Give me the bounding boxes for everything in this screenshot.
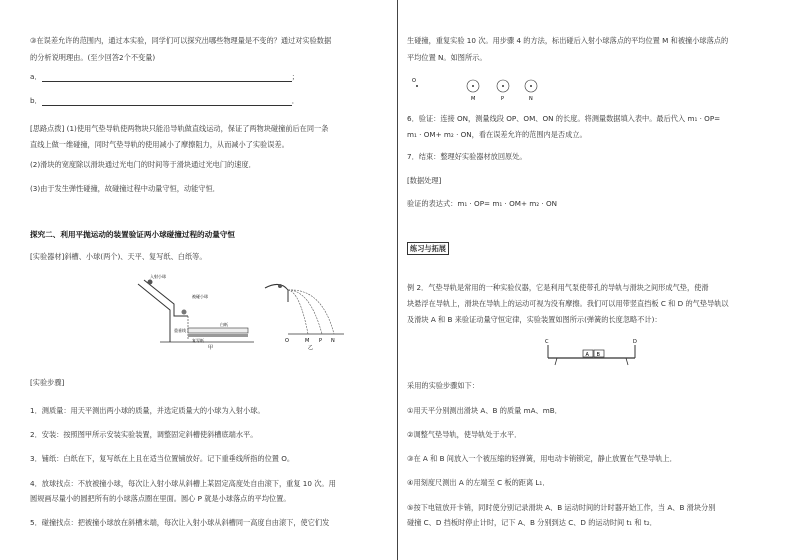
label-yi: 乙: [308, 345, 314, 350]
slider-label-a: A: [585, 352, 589, 358]
ramp-track: [144, 280, 188, 316]
steps-title: [实验步骤]: [30, 378, 65, 387]
example-2-line3: 及滑块 A 和 B 来验证动量守恒定律，实验装置如图所示(弹簧的长度忽略不计)：: [407, 315, 662, 324]
substep-2: ②调整气垫导轨，使导轨处于水平．: [407, 430, 522, 439]
tip-line3: (2)滑块的宽度除以滑块通过光电门的时间等于滑块通过光电门的速度．: [30, 160, 256, 169]
ramp-b: [265, 284, 288, 302]
example-2-line2: 块悬浮在导轨上，滑块在导轨上的运动可视为没有摩擦。我们可以用带竖直挡板 C 和 D 的气垫导轨以: [407, 299, 729, 308]
answer-a-label: a．: [30, 72, 42, 81]
landing-points-figure: [407, 70, 547, 102]
track-leg-right: [626, 358, 628, 365]
point-m: [472, 85, 474, 87]
label-n: N: [331, 338, 335, 344]
practice-heading: [407, 242, 449, 255]
practice-label: 练习与拓展: [407, 242, 449, 255]
question-3-line2: 的分析说明理由。(至少回答2个不变量): [30, 53, 156, 62]
substep-4: ④用刻度尺测出 A 的左端至 C 板的距离 L₁．: [407, 478, 550, 487]
label-m: M: [305, 338, 310, 344]
step-2: 2．安装：按照图甲所示安装实验装置，调整固定斜槽使斜槽底端水平。: [30, 430, 258, 439]
label-p: P: [319, 338, 323, 344]
data-processing-title: [数据处理]: [407, 176, 442, 185]
point-o: [416, 85, 418, 87]
label-target-ball: 被碰小球: [192, 294, 208, 299]
ball-b: [278, 284, 282, 288]
label-carbon-paper: 复写纸: [192, 338, 204, 343]
steps-intro: 采用的实验步骤如下：: [407, 381, 479, 390]
trajectory-p: [288, 290, 322, 334]
label-o: O: [285, 338, 289, 344]
substep-5-line1: ⑤按下电钮放开卡销，同时使分别记录滑块 A、B 运动时间的计时器开始工作，当 A、B 滑块分别: [407, 503, 716, 512]
trajectory-n: [288, 290, 334, 334]
carbon-paper: [188, 334, 248, 337]
fig-label-n: N: [529, 96, 533, 102]
apparatus-figure: [130, 272, 370, 350]
answer-b-label: b．: [30, 96, 42, 105]
tip-line4: (3)由于发生弹性碰撞，故碰撞过程中动量守恒，动能守恒．: [30, 184, 220, 193]
substep-1: ①用天平分别测出滑块 A、B 的质量 mA、mB．: [407, 406, 562, 415]
tip-line1: [思路点拨] (1)使用气垫导轨使两物块只能沿导轨做直线运动，保证了两物块碰撞前后在同一条: [30, 124, 329, 133]
answer-a-end: ；: [291, 72, 299, 81]
white-paper: [188, 328, 248, 333]
ramp-support: [138, 284, 170, 342]
track-label-d: D: [633, 339, 637, 345]
verification-formula: 验证的表达式：m₁ · OP= m₁ · OM+ m₂ · ON: [407, 199, 558, 208]
step-4-line2: 圆规画尽量小的圆把所有的小球落点圈在里面。圆心 P 就是小球落点的平均位置。: [30, 494, 291, 503]
answer-b-end: ．: [291, 96, 299, 105]
label-jia: 甲: [208, 345, 214, 350]
step-3: 3．铺纸：白纸在下，复写纸在上且在适当位置铺放好。记下重垂线所指的位置 O。: [30, 454, 295, 463]
point-p: [502, 85, 504, 87]
step-5-line3: 平均位置 N。如图所示。: [407, 53, 487, 62]
fig-label-m: M: [471, 96, 476, 102]
substep-5-line2: 碰撞 C、D 挡板时停止计时，记下 A、B 分别到达 C、D 的运动时间 t₁ 和 t₂．: [407, 518, 657, 527]
air-track-figure: [543, 336, 643, 368]
label-incident-ball: 入射小球: [150, 274, 166, 279]
answer-b-blank: [42, 97, 292, 106]
slider-label-b: B: [596, 352, 600, 358]
track-leg-left: [555, 358, 557, 365]
label-white-paper: 白纸: [220, 322, 228, 327]
section-2-title: 探究二、利用平抛运动的装置验证两小球碰撞过程的动量守恒: [30, 230, 236, 239]
label-plumb-line: 重垂线: [174, 328, 186, 333]
trajectory-m: [288, 290, 308, 334]
materials: [实验器材]斜槽、小球(两个)、天平、复写纸、白纸等。: [30, 252, 207, 261]
answer-a: [30, 72, 299, 82]
example-2-line1: 例 2．气垫导轨是常用的一种实验仪器，它是利用气泵使带孔的导轨与滑块之间形成气垫，使滑: [407, 283, 709, 292]
target-ball: [182, 310, 187, 315]
track-label-c: C: [545, 339, 549, 345]
step-5-line2: 生碰撞，重复实验 10 次。用步骤 4 的方法，标出碰后入射小球落点的平均位置 M 和被撞小球落点的: [407, 36, 729, 45]
step-1: 1．测质量：用天平测出两小球的质量，并选定质量大的小球为入射小球。: [30, 406, 265, 415]
point-n: [530, 85, 532, 87]
step-6-line2: m₁ · OM+ m₂ · ON，看在误差允许的范围内是否成立。: [407, 130, 587, 139]
tip-line2: 直线上做一维碰撞，同时气垫导轨的使用减小了摩擦阻力，从而减小了实验误差。: [30, 140, 289, 149]
question-3-line1: ③在误差允许的范围内，通过本实验，同学们可以探究出哪些物理量是不变的？通过对实验数据: [30, 36, 332, 45]
fig-label-o: O: [412, 78, 416, 84]
step-7: 7．结束：整理好实验器材放回原处。: [407, 152, 527, 161]
column-divider: [397, 0, 398, 560]
answer-a-blank: [42, 73, 292, 82]
fig-label-p: P: [501, 96, 505, 102]
step-6-line1: 6．验证：连接 ON，测量线段 OP、OM、ON 的长度。将测量数据填入表中。最后代入 m₁ · OP=: [407, 114, 721, 123]
step-5-line1: 5．碰撞找点：把被撞小球放在斜槽末端，每次让入射小球从斜槽同一高度自由滚下，使它们发: [30, 518, 330, 527]
answer-b: [30, 96, 299, 106]
substep-3: ③在 A 和 B 间放入一个被压缩的轻弹簧，用电动卡销锁定，静止放置在气垫导轨上．: [407, 454, 677, 463]
step-4-line1: 4．放球找点：不放被撞小球，每次让入射小球从斜槽上某固定高度处自由滚下，重复 10 次。用: [30, 479, 336, 488]
incident-ball: [148, 280, 153, 285]
